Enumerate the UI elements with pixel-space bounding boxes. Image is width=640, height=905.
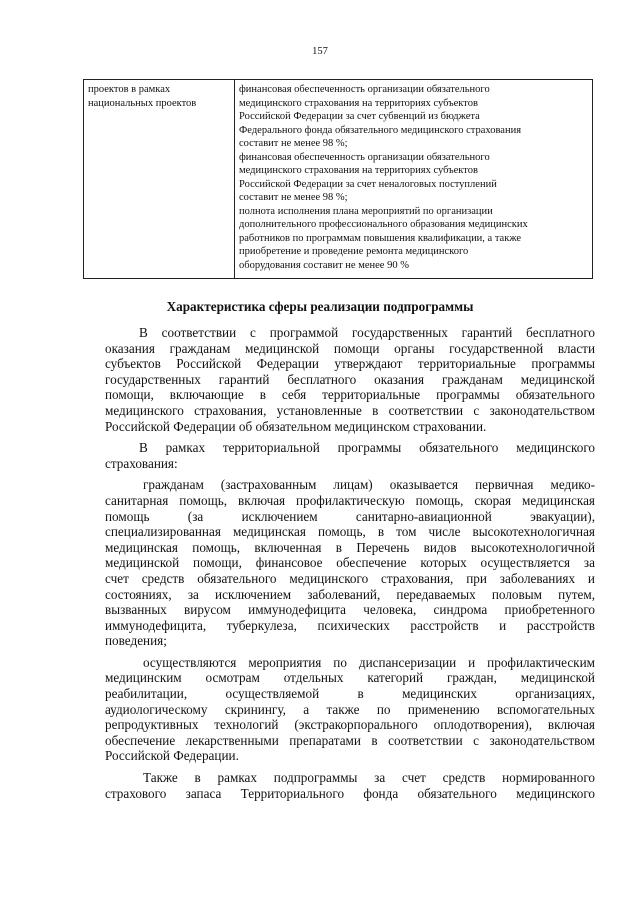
paragraph-line: страхования:: [105, 455, 178, 471]
paragraph-line: медицинским осмотрам отдельных категорий граждан, медицинской: [105, 670, 595, 686]
paragraph-line: медицинского страхования, установленные в соответствии с законодательством: [105, 402, 595, 418]
table-text-line: составит не менее 98 %;: [239, 138, 348, 149]
paragraph-line: субъектов Российской Федерации утверждают территориальные программы: [105, 356, 595, 372]
paragraph: [105, 440, 595, 471]
paragraph-line: помощь (за исключением санитарно-авиационной эвакуации),: [105, 508, 595, 524]
paragraph-line: помощи, включающие в себя территориальные программы обязательного: [105, 387, 595, 403]
table-text-line: приобретение и проведение ремонта медицинского: [239, 246, 469, 257]
table-text-line: работников по программам повышения квалификации, а также: [239, 232, 522, 244]
paragraph: [105, 655, 595, 764]
table-text-line: Российской Федерации за счет неналоговых поступлений: [239, 178, 497, 190]
table-text-line: медицинского страхования на территориях субъектов: [239, 97, 478, 109]
table-text-line: полнота исполнения плана мероприятий по организации: [239, 205, 493, 217]
table-text-line: составит не менее 98 %;: [239, 192, 348, 203]
paragraph-line: В соответствии с программой государственных гарантий бесплатного: [139, 325, 595, 340]
paragraph-line: В рамках территориальной программы обязательного медицинского: [139, 440, 595, 456]
indicators-table: [83, 79, 593, 279]
table-text-line: финансовая обеспеченность организации обязательного: [239, 151, 490, 163]
paragraph-line: государственных гарантий бесплатного оказания гражданам медицинской: [105, 371, 595, 387]
paragraph-line: иммунодефицита, туберкулеза, психических расстройств и расстройств: [105, 617, 595, 633]
table-text-line: дополнительного профессионального образования медицинских: [239, 219, 528, 230]
paragraph-line: состояниях, за исключением заболеваний, передаваемых половым путем,: [105, 586, 595, 602]
paragraph-line: санитарная помощь, включая профилактическую помощь, скорая медицинская: [105, 492, 595, 508]
paragraph-line: Также в рамках подпрограммы за счет средств нормированного: [143, 770, 595, 786]
table-row: [84, 80, 593, 279]
paragraph-line: Российской Федерации об обязательном медицинском страховании.: [105, 418, 487, 434]
paragraph-line: поведения;: [105, 633, 167, 649]
paragraph-line: реабилитации, осуществляемой в медицинских организациях,: [105, 686, 595, 702]
section-heading: Характеристика сферы реализации подпрограммы: [166, 299, 474, 314]
paragraph: [105, 325, 595, 434]
table-cell-left: [84, 80, 235, 279]
paragraph-line: медицинской помощи, финансовое обеспечение которых осуществляется за: [105, 555, 595, 571]
paragraph-line: вызванных вирусом иммунодефицита человека, синдрома приобретенного: [105, 602, 595, 618]
paragraph-line: аудиологическому скринингу, а также по применению вспомогательных: [105, 701, 595, 717]
paragraph-line: осуществляются мероприятия по диспансеризации и профилактическим: [143, 654, 595, 670]
paragraph-line: гражданам (застрахованным лицам) оказывается первичная медико-: [143, 477, 595, 493]
table-text-line: национальных проектов: [88, 97, 197, 109]
table-text-line: проектов в рамках: [88, 84, 171, 95]
table-cell-right: [235, 80, 593, 279]
table-text-line: оборудования составит не менее 90 %: [239, 259, 409, 271]
table-text-line: медицинского страхования на территориях субъектов: [239, 165, 478, 176]
table-text-line: Федерального фонда обязательного медицинского страхования: [239, 124, 522, 136]
paragraph-line: счет средств обязательного медицинского страхования, при заболеваниях и: [105, 570, 595, 586]
paragraph-line: специализированная медицинская помощь, в том числе высокотехнологичная: [105, 524, 595, 540]
page-number: 157: [312, 46, 328, 57]
table-text-line: Российской Федерации за счет субвенций из бюджета: [239, 111, 480, 122]
paragraph-line: Российской Федерации.: [105, 748, 239, 764]
paragraph-line: страхового запаса Территориального фонда обязательного медицинского: [105, 785, 595, 801]
body-text: [105, 325, 595, 807]
paragraph: [105, 477, 595, 649]
paragraph-line: обеспечение лекарственными препаратами в соответствии с законодательством: [105, 732, 595, 748]
table-text-line: финансовая обеспеченность организации обязательного: [239, 84, 490, 95]
paragraph: [105, 770, 595, 801]
paragraph-line: оказания гражданам медицинской помощи органы государственной власти: [105, 340, 595, 356]
paragraph-line: медицинская помощь, включенная в Перечень видов высокотехнологичной: [105, 539, 595, 555]
paragraph-line: репродуктивных технологий (экстракорпорального оплодотворения), включая: [105, 717, 595, 733]
